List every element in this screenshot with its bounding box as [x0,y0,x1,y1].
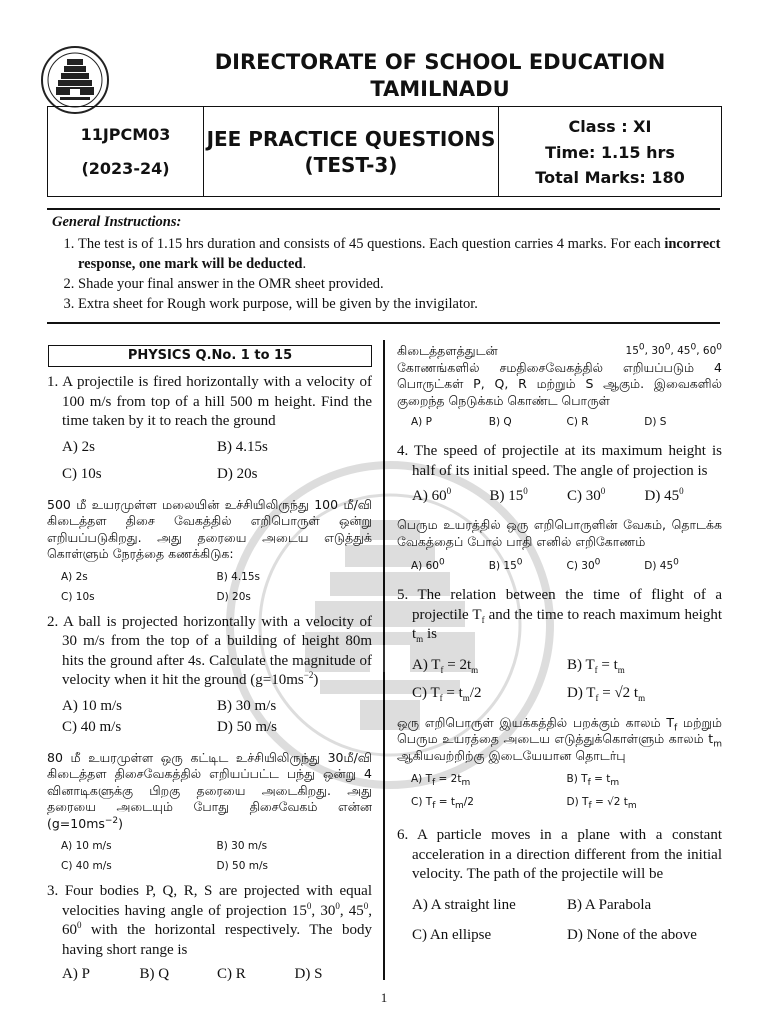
option[interactable]: C) 40 m/s [62,718,122,735]
option[interactable]: D) 50 m/s [217,718,277,735]
option[interactable]: B) 30 m/s [217,697,277,714]
option[interactable]: B) Q [139,966,170,982]
instruction-item: 2. Shade your final answer in the OMR sheet provided. [78,274,722,294]
question-5-tamil-options [397,768,722,814]
general-instructions [52,212,722,314]
option[interactable]: C) $30^0$ [567,486,606,504]
question-4-tamil: பெரும உயரத்தில் ஒரு எறிபொருளின் வேகம், தொடக்க வேகத்தைப் போல் பாதி எனில் எறிகோணம் [397,517,722,549]
academic-year: (2023-24) [81,159,170,178]
option[interactable]: A) A straight line [412,896,516,913]
option[interactable]: D) $T_f = √2$ $t_m$ [567,684,646,703]
option[interactable]: D) None of the above [567,926,697,943]
question-3-tamil: கிடைத்தளத்துடன் $15^0$, $30^0$, $45^0$, $60^0$ கோணங்களில் சமதிசைவேகத்தில் எறியப்படும் 4 பொருட்கள் P, Q, R மற்றும் S ஆகும். இவைகளில் குறைந்த நெடுக்கம் கொண்ட பொருள் [397,342,722,408]
question-3-options [47,964,372,985]
option[interactable]: D) 50 m/s [216,860,268,872]
option[interactable]: D) 20s [217,465,258,482]
instructions-heading: General Instructions: [52,214,182,230]
question-5-text: 5. The relation between the time of flight of a projectile $T_f$ and the time to reach maximum height $t_m$ is [397,587,722,644]
option[interactable]: C) 10s [62,465,102,482]
option[interactable]: B) $15^0$ [489,486,528,504]
option[interactable]: D) S [644,416,667,428]
option[interactable]: B) $15^0$ [488,557,523,572]
question-5-tamil: ஒரு எறிபொருள் இயக்கத்தில் பறக்கும் காலம் $T_f$ மற்றும் பெரும உயரத்தை அடைய எடுத்துக்கொள்ளும் காலம் $t_m$ ஆகியவற்றிற்கு இடையேயான தொடர்பு [397,714,722,763]
section-heading: PHYSICS Q.No. 1 to 15 [48,345,372,367]
option[interactable]: C) 40 m/s [61,860,112,872]
option[interactable]: B) $T_f = t_m$ [566,773,620,789]
question-1-tamil-options [47,567,372,607]
question-4-options [397,486,722,507]
option[interactable]: A) P [411,416,432,428]
option[interactable]: C) R [217,966,246,982]
option[interactable]: A) $T_f = 2t_m$ [412,656,479,675]
test-title: JEE PRACTICE QUESTIONS [206,127,496,151]
question-2-tamil-options [47,836,372,876]
time-label: Time: 1.15 hrs [545,143,675,162]
option[interactable]: A) 10 m/s [61,840,112,852]
option[interactable]: B) $T_f = t_m$ [567,656,625,675]
option[interactable]: C) An ellipse [412,926,492,943]
option[interactable]: C) 10s [61,590,95,603]
question-1-tamil: 500 மீ உயரமுள்ள மலையின் உச்சியிலிருந்து 100 மீ/வி கிடைத்தள திசை வேகத்தில் எறிபொருள் ஒன்று எறியப்படுகிறது. அது தரையை அடைய எடுத்துக் கொள்ளும் நேரத்தை கணக்கிடுக: [47,496,372,561]
paper-code: 11JPCM03 [80,125,171,144]
total-marks-label: Total Marks: 180 [535,168,685,187]
option[interactable]: D) $45^0$ [644,557,679,572]
header-box [47,106,722,197]
question-2-text: 2. A ball is projected horizontally with a velocity of 30 m/s from the top of a building of height 80m hits the ground after 4s. Calculate the magnitude of velocity when it hit the ground $(g=10ms^{-2})$ [47,613,372,688]
question-4-text: 4. The speed of projectile at its maximum height is half of its initial speed. The angle of projection is [397,443,722,479]
question-5-options [397,651,722,707]
option[interactable]: A) P [62,966,90,982]
option[interactable]: B) Q [488,416,512,428]
option[interactable]: B) A Parabola [567,896,652,913]
option[interactable]: B) 30 m/s [216,840,268,852]
test-number: (TEST-3) [304,153,398,177]
question-4-tamil-options [397,556,722,576]
column-divider [383,340,385,980]
option[interactable]: A) 2s [61,570,88,583]
option[interactable]: A) 2s [62,438,95,455]
right-column [397,343,722,950]
tamilnadu-emblem-logo [40,45,110,115]
page-number: 1 [380,990,388,1005]
question-3-tamil-options [397,412,722,432]
directorate-title: DIRECTORATE OF SCHOOL EDUCATION [214,50,666,74]
option[interactable]: C) R [566,416,589,428]
option[interactable]: A) $T_f = 2t_m$ [411,773,471,789]
question-1-options [47,437,372,485]
question-3-text: 3. Four bodies P, Q, R, S are projected with equal velocities having angle of projection $15^0$, $30^0$, $45^0$, $60^0$ with the horizontal respectively. The body having short range is [47,883,373,958]
question-6-text: 6. A particle moves in a plane with a constant acceleration in a direction different from the initial velocity. The path of the projectile will be [397,827,722,882]
option[interactable]: D) $T_f = √2$ $t_m$ [566,796,637,812]
divider-instructions [47,322,720,324]
option[interactable]: D) S [294,966,323,982]
left-column [47,373,372,985]
option[interactable]: A) $60^0$ [412,486,452,504]
option[interactable]: A) 10 m/s [62,697,122,714]
option[interactable]: C) $30^0$ [566,557,601,572]
instruction-item: 1. The test is of 1.15 hrs duration and consists of 45 questions. Each question carries 4 marks. For each incorrect response, one mark will be deducted. [78,234,722,274]
state-title: TAMILNADU [370,77,510,101]
option[interactable]: D) $45^0$ [644,486,684,504]
divider-top [47,208,720,210]
question-6-options [397,890,722,950]
option[interactable]: A) $60^0$ [411,557,445,572]
instruction-item: 3. Extra sheet for Rough work purpose, will be given by the invigilator. [78,294,722,314]
class-label: Class : XI [568,117,652,136]
option[interactable]: B) 4.15s [217,438,268,455]
option[interactable]: C) $T_f = t_m/2$ [411,796,474,812]
question-2-options [47,696,372,738]
option[interactable]: B) 4.15s [216,570,260,583]
option[interactable]: D) 20s [216,590,251,603]
option[interactable]: C) $T_f = t_m/2$ [412,684,482,703]
question-1-text: 1. A projectile is fired horizontally with a velocity of 100 m/s from top of a hill 500 m height. Find the time taken by it to reach the ground [47,374,372,429]
question-2-tamil: 80 மீ உயரமுள்ள ஒரு கட்டிட உச்சியிலிருந்து 30மீ/வி கிடைத்தள திசைவேகத்தில் எறியப்பட்ட பந்து ஒன்று 4 வினாடிகளுக்கு பிறகு தரையை அடைகிறது. அது தரையை அடையும் போது திசைவேகம் என்ன $(g=10ms^{-2})$ [47,749,372,831]
